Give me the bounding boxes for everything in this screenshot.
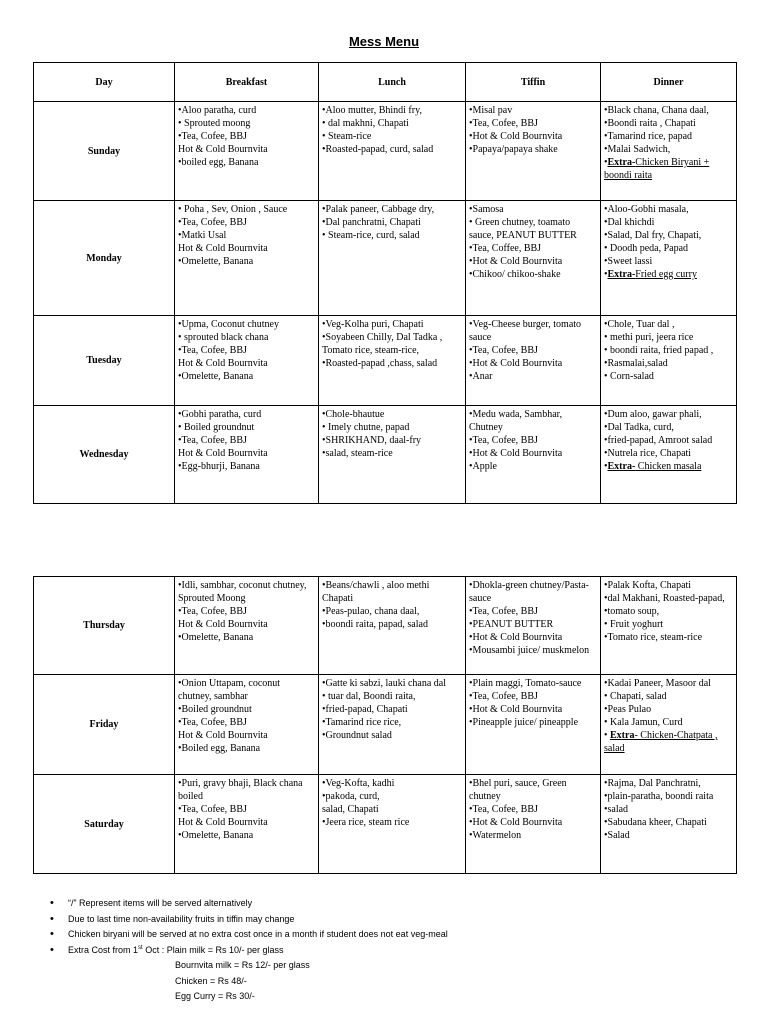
tiffin-cell: [466, 102, 601, 201]
dinner-item: •Rajma, Dal Panchratni,: [604, 778, 701, 789]
lunch-item: salad, Chapati: [322, 804, 379, 815]
tiffin-item: •Papaya/papaya shake: [469, 144, 558, 155]
tiffin-cell: [466, 577, 601, 675]
lunch-cell: [319, 316, 466, 406]
note-alternate: • “/” Represent items will be served alternatively: [50, 896, 750, 912]
dinner-item: •Dal Tadka, curd,: [604, 422, 674, 433]
tiffin-item: •Apple: [469, 461, 497, 472]
lunch-cell: [319, 102, 466, 201]
lunch-item: •pakoda, curd,: [322, 791, 380, 802]
menu-table-week-2: [33, 576, 737, 874]
dinner-cell: [601, 316, 737, 406]
extra-bullet: •: [604, 157, 608, 168]
tiffin-item: •Dhokla-green chutney/Pasta-sauce: [469, 580, 589, 604]
dinner-item: • methi puri, jeera rice: [604, 332, 694, 343]
tiffin-item: •Chikoo/ chikoo-shake: [469, 269, 561, 280]
tiffin-item: •Tea, Coffee, BBJ: [469, 243, 542, 254]
tiffin-item: •Tea, Cofee, BBJ: [469, 435, 538, 446]
lunch-item: •Beans/chawli , aloo methi Chapati: [322, 580, 430, 604]
tiffin-item: •Misal pav: [469, 105, 513, 116]
breakfast-item: •Gobhi paratha, curd: [178, 409, 262, 420]
tiffin-item: •Pineapple juice/ pineapple: [469, 717, 579, 728]
breakfast-cell: [175, 406, 319, 504]
table1-body: [34, 102, 737, 504]
dinner-item: • Chapati, salad: [604, 691, 667, 702]
lunch-item: •Tamarind rice rice,: [322, 717, 402, 728]
breakfast-item: Hot & Cold Bournvita: [178, 817, 268, 828]
cost-egg-curry: Egg Curry = Rs 30/-: [175, 991, 255, 1001]
lunch-item: •Peas-pulao, chana daal,: [322, 606, 420, 617]
breakfast-item: Hot & Cold Bournvita: [178, 144, 268, 155]
dinner-item: • Doodh peda, Papad: [604, 243, 689, 254]
breakfast-item: •Upma, Coconut chutney: [178, 319, 279, 330]
dinner-item: •Sabudana kheer, Chapati: [604, 817, 707, 828]
tiffin-item: •Samosa: [469, 204, 504, 215]
breakfast-item: •boiled egg, Banana: [178, 157, 259, 168]
lunch-item: •Veg-Kofta, kadhi: [322, 778, 395, 789]
header-dinner: Dinner: [601, 63, 737, 102]
cost-bournvita: Bournvita milk = Rs 12/- per glass: [175, 960, 310, 970]
dinner-item: •Salad: [604, 830, 630, 841]
menu-row: [34, 675, 737, 775]
breakfast-item: •Boiled groundnut: [178, 704, 252, 715]
header-lunch: Lunch: [319, 63, 466, 102]
lunch-item: •Groundnut salad: [322, 730, 392, 741]
lunch-item: •Aloo mutter, Bhindi fry,: [322, 105, 422, 116]
lunch-item: • Steam-rice, curd, salad: [322, 230, 420, 241]
tiffin-cell: [466, 675, 601, 775]
day-cell: Thursday: [34, 577, 175, 675]
menu-row: [34, 316, 737, 406]
menu-row: [34, 775, 737, 874]
tiffin-item: •Hot & Cold Bournvita: [469, 358, 563, 369]
dinner-item: •Tamarind rice, papad: [604, 131, 693, 142]
extra-cost-prefix: Extra Cost from 1: [68, 944, 139, 955]
note-biryani: • Chicken biryani will be served at no extra cost once in a month if student does not eat veg-meal: [50, 927, 750, 943]
table2-body: [34, 577, 737, 874]
breakfast-item: •Onion Uttapam, coconut chutney, sambhar: [178, 678, 281, 702]
extra-bullet: •: [604, 461, 608, 472]
dinner-item: •Aloo-Gobhi masala,: [604, 204, 689, 215]
dinner-item: •Kadai Paneer, Masoor dal: [604, 678, 711, 689]
extra-text: Chicken Biryani + boondi raita: [604, 157, 710, 181]
dinner-item: •Boondi raita , Chapati: [604, 118, 696, 129]
dinner-item: •Chole, Tuar dal ,: [604, 319, 675, 330]
lunch-cell: [319, 577, 466, 675]
tiffin-item: •Tea, Cofee, BBJ: [469, 691, 538, 702]
breakfast-item: •Boiled egg, Banana: [178, 743, 261, 754]
extra-cost-suffix: Oct : Plain milk = Rs 10/- per glass: [142, 944, 284, 955]
lunch-item: •SHRIKHAND, daal-fry: [322, 435, 422, 446]
dinner-extra-item: [604, 268, 733, 281]
dinner-item: •salad: [604, 804, 629, 815]
extra-label: Extra: [610, 730, 635, 741]
lunch-item: • dal makhni, Chapati: [322, 118, 409, 129]
lunch-item: •Roasted-papad, curd, salad: [322, 144, 434, 155]
breakfast-item: •Puri, gravy bhaji, Black chana boiled: [178, 778, 303, 802]
tiffin-item: •Tea, Cofee, BBJ: [469, 606, 538, 617]
tiffin-cell: [466, 775, 601, 874]
tiffin-item: •PEANUT BUTTER: [469, 619, 554, 630]
tiffin-cell: [466, 201, 601, 316]
dinner-item: •Nutrela rice, Chapati: [604, 448, 692, 459]
tiffin-item: •Hot & Cold Bournvita: [469, 632, 563, 643]
day-cell: Saturday: [34, 775, 175, 874]
breakfast-item: •Tea, Cofee, BBJ: [178, 131, 247, 142]
tiffin-item: •Hot & Cold Bournvita: [469, 131, 563, 142]
dinner-item: •Palak Kofta, Chapati: [604, 580, 692, 591]
extra-text: - Chicken-Chatpata , salad: [604, 730, 718, 754]
tiffin-item: •Tea, Cofee, BBJ: [469, 345, 538, 356]
extra-label: Extra-: [607, 461, 636, 472]
dinner-item: •Rasmalai,salad: [604, 358, 668, 369]
lunch-item: • Imely chutne, papad: [322, 422, 410, 433]
extra-cost-sup: st: [138, 944, 143, 951]
dinner-item: •Peas Pulao: [604, 704, 652, 715]
dinner-cell: [601, 406, 737, 504]
breakfast-item: •Omelette, Banana: [178, 256, 254, 267]
dinner-item: • boondi raita, fried papad ,: [604, 345, 714, 356]
tiffin-item: •Tea, Cofee, BBJ: [469, 118, 538, 129]
day-cell: Friday: [34, 675, 175, 775]
breakfast-item: •Omelette, Banana: [178, 830, 254, 841]
menu-row: [34, 102, 737, 201]
header-day: Day: [34, 63, 175, 102]
tiffin-item: •Watermelon: [469, 830, 522, 841]
lunch-cell: [319, 675, 466, 775]
breakfast-cell: [175, 577, 319, 675]
notes-section: [50, 896, 750, 1005]
breakfast-item: Hot & Cold Bournvita: [178, 358, 268, 369]
lunch-item: •Palak paneer, Cabbage dry,: [322, 204, 435, 215]
breakfast-cell: [175, 201, 319, 316]
breakfast-item: Hot & Cold Bournvita: [178, 448, 268, 459]
tiffin-cell: [466, 406, 601, 504]
dinner-item: •Dum aloo, gawar phali,: [604, 409, 702, 420]
dinner-extra-item: [604, 156, 733, 182]
extra-bullet: •: [604, 269, 608, 280]
menu-row: [34, 577, 737, 675]
header-row: [34, 63, 737, 102]
tiffin-item: •Hot & Cold Bournvita: [469, 704, 563, 715]
menu-row: [34, 406, 737, 504]
breakfast-item: • sprouted black chana: [178, 332, 269, 343]
breakfast-item: •Omelette, Banana: [178, 632, 254, 643]
menu-row: [34, 201, 737, 316]
breakfast-item: •Aloo paratha, curd: [178, 105, 257, 116]
day-cell: Sunday: [34, 102, 175, 201]
lunch-item: •Gatte ki sabzi, lauki chana dal: [322, 678, 447, 689]
dinner-extra-item: [604, 460, 733, 473]
lunch-item: •fried-papad, Chapati: [322, 704, 408, 715]
breakfast-item: • Boiled groundnut: [178, 422, 255, 433]
dinner-item: • Kala Jamun, Curd: [604, 717, 683, 728]
lunch-item: •Dal panchratni, Chapati: [322, 217, 421, 228]
dinner-item: •plain-paratha, boondi raita: [604, 791, 714, 802]
breakfast-item: •Tea, Cofee, BBJ: [178, 345, 247, 356]
breakfast-cell: [175, 316, 319, 406]
dinner-cell: [601, 102, 737, 201]
tiffin-item: •Plain maggi, Tomato-sauce: [469, 678, 582, 689]
dinner-item: •Black chana, Chana daal,: [604, 105, 709, 116]
tiffin-item: •Medu wada, Sambhar, Chutney: [469, 409, 563, 433]
dinner-cell: [601, 775, 737, 874]
lunch-item: •Chole-bhautue: [322, 409, 385, 420]
breakfast-item: •Idli, sambhar, coconut chutney, Sprouted Moong: [178, 580, 307, 604]
lunch-item: •salad, steam-rice: [322, 448, 393, 459]
dinner-item: • Fruit yoghurt: [604, 619, 664, 630]
note-fruits: • Due to last time non-availability fruits in tiffin may change: [50, 912, 750, 928]
dinner-item: •fried-papad, Amroot salad: [604, 435, 713, 446]
dinner-item: •Dal khichdi: [604, 217, 655, 228]
breakfast-item: •Tea, Cofee, BBJ: [178, 606, 247, 617]
dinner-item: •Malai Sadwich,: [604, 144, 671, 155]
tiffin-item: •Anar: [469, 371, 493, 382]
lunch-item: •Roasted-papad ,chass, salad: [322, 358, 438, 369]
tiffin-cell: [466, 316, 601, 406]
dinner-cell: [601, 675, 737, 775]
lunch-cell: [319, 775, 466, 874]
breakfast-item: •Egg-bhurji, Banana: [178, 461, 260, 472]
lunch-item: •Veg-Kolha puri, Chapati: [322, 319, 424, 330]
tiffin-item: • Green chutney, toamato sauce, PEANUT BUTTER: [469, 217, 577, 241]
dinner-item: •tomato soup,: [604, 606, 660, 617]
tiffin-item: •Hot & Cold Bournvita: [469, 256, 563, 267]
lunch-item: •Jeera rice, steam rice: [322, 817, 410, 828]
page-title: Mess Menu: [348, 34, 420, 49]
header-tiffin: Tiffin: [466, 63, 601, 102]
day-cell: Wednesday: [34, 406, 175, 504]
breakfast-cell: [175, 775, 319, 874]
extra-text: Chicken masala: [635, 461, 702, 472]
lunch-item: • Steam-rice: [322, 131, 372, 142]
dinner-extra-item: [604, 729, 733, 755]
cost-chicken: Chicken = Rs 48/-: [175, 975, 247, 986]
lunch-item: •Soyabeen Chilly, Dal Tadka , Tomato rice, steam-rice,: [322, 332, 443, 356]
breakfast-item: •Tea, Cofee, BBJ: [178, 435, 247, 446]
tiffin-item: •Bhel puri, sauce, Green chutney: [469, 778, 567, 802]
dinner-item: • Corn-salad: [604, 371, 654, 382]
lunch-cell: [319, 201, 466, 316]
day-cell: Monday: [34, 201, 175, 316]
dinner-cell: [601, 577, 737, 675]
breakfast-item: •Omelette, Banana: [178, 371, 254, 382]
extra-bullet: •: [604, 730, 611, 741]
tiffin-item: •Hot & Cold Bournvita: [469, 817, 563, 828]
breakfast-item: Hot & Cold Bournvita: [178, 619, 268, 630]
tiffin-item: •Hot & Cold Bournvita: [469, 448, 563, 459]
dinner-item: •Sweet lassi: [604, 256, 653, 267]
breakfast-item: • Sprouted moong: [178, 118, 251, 129]
dinner-cell: [601, 201, 737, 316]
dinner-item: •Tomato rice, steam-rice: [604, 632, 703, 643]
breakfast-item: • Poha , Sev, Onion , Sauce: [178, 204, 288, 215]
breakfast-item: •Tea, Cofee, BBJ: [178, 804, 247, 815]
breakfast-item: •Tea, Cofee, BBJ: [178, 717, 247, 728]
lunch-item: • tuar dal, Boondi raita,: [322, 691, 416, 702]
menu-table-week-1: [33, 62, 737, 504]
note-extra-cost: [50, 943, 750, 959]
breakfast-cell: [175, 675, 319, 775]
extra-text: Fried egg curry: [635, 269, 697, 280]
breakfast-item: •Matki Usal: [178, 230, 227, 241]
header-breakfast: Breakfast: [175, 63, 319, 102]
day-cell: Tuesday: [34, 316, 175, 406]
dinner-item: •dal Makhani, Roasted-papad,: [604, 593, 725, 604]
extra-label: Extra-: [607, 157, 636, 168]
dinner-item: •Salad, Dal fry, Chapati,: [604, 230, 702, 241]
breakfast-item: Hot & Cold Bournvita: [178, 730, 268, 741]
tiffin-item: •Mousambi juice/ muskmelon: [469, 645, 590, 656]
tiffin-item: •Veg-Cheese burger, tomato sauce: [469, 319, 582, 343]
breakfast-item: •Tea, Cofee, BBJ: [178, 217, 247, 228]
extra-label: Extra-: [607, 269, 636, 280]
breakfast-item: Hot & Cold Bournvita: [178, 243, 268, 254]
tiffin-item: •Tea, Cofee, BBJ: [469, 804, 538, 815]
lunch-cell: [319, 406, 466, 504]
breakfast-cell: [175, 102, 319, 201]
lunch-item: •boondi raita, papad, salad: [322, 619, 428, 630]
